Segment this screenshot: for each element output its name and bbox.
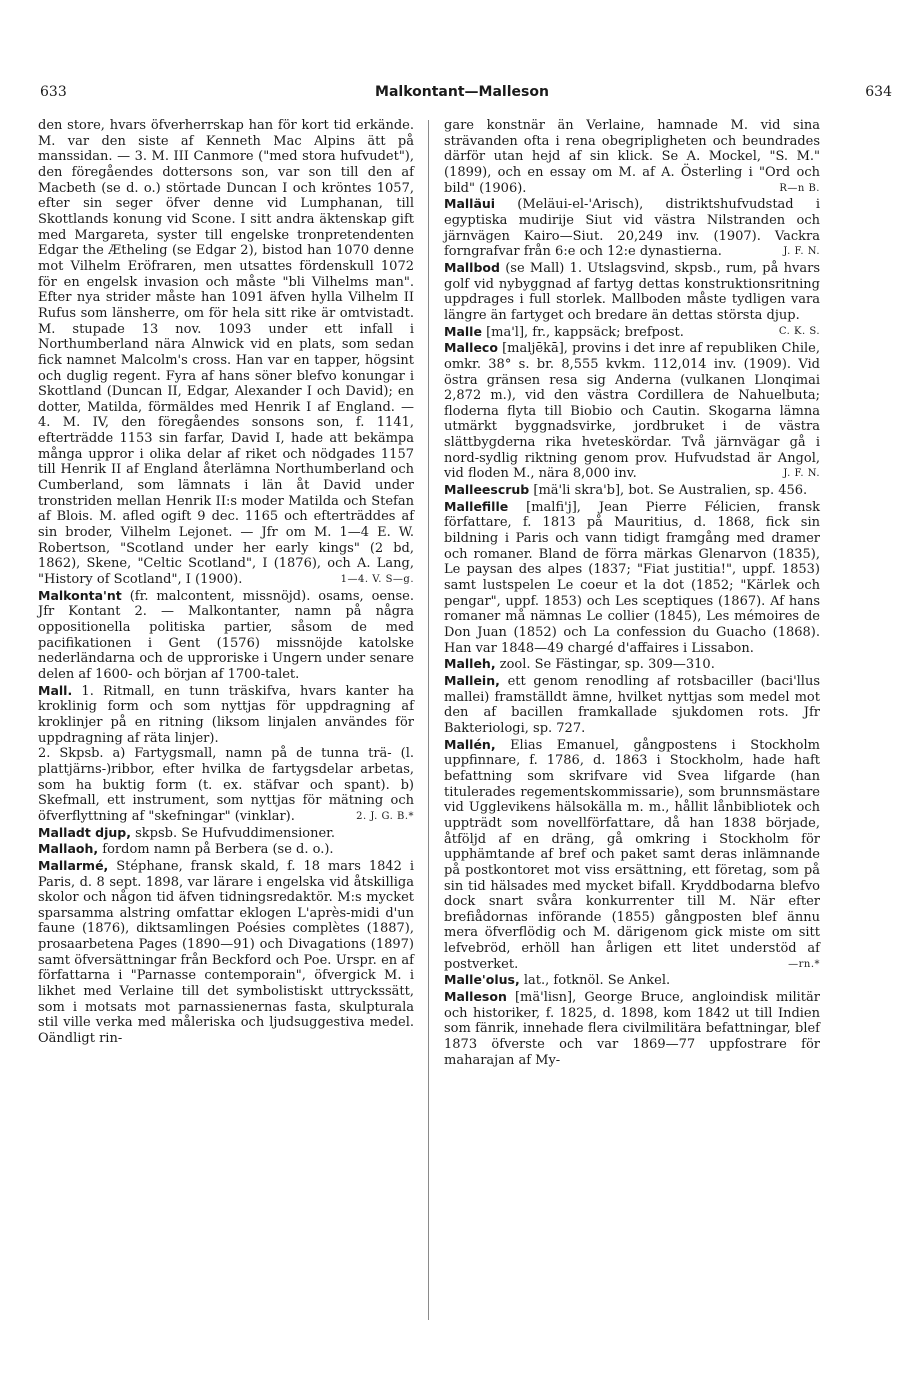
headword: Mall.	[38, 682, 73, 698]
entry-text: zool. Se Fästingar, sp. 309—310.	[499, 657, 715, 673]
entry-paragraph	[444, 673, 820, 737]
entry-text: gare konstnär än Verlaine, hamnade M. vid sina strävanden ofta i rena obegripligheten och beundrades därför utan hejd af sin klick. Se A. Mockel, "S. M." (1899), och en essay om M. af A. Österling i "Ord och bild" (1906).	[444, 118, 820, 196]
headword: Mallarmé,	[38, 857, 109, 873]
author-signature: 2. J. G. B.*	[356, 810, 414, 822]
entry-paragraph	[444, 324, 820, 341]
page-number-right: 634	[865, 84, 892, 100]
headword: Malläui	[444, 196, 496, 212]
entry-paragraph	[38, 841, 414, 858]
headword: Mallein,	[444, 672, 500, 688]
author-signature: R—n B.	[779, 182, 820, 194]
entry-paragraph	[444, 499, 820, 657]
entry-text: [malfi'j], Jean Pierre Félicien, fransk författare, f. 1813 på Mauritius, d. 1868, fick sin bildning i Paris och vann tidigt framgång med dramer och romaner. Bland de förra märkas Glenarvon (1835), Le paysan des alpes (1837; "Fiat justitia!", uppf. 1853) samt lustspelen Le coeur et la dot (1852; "Kärlek och pengar", uppf. 1853) och Les sceptiques (1867). Af hans romaner må nämnas Le collier (1845), Les mémoires de Don Juan (1852) och La confession du Guacho (1868). Han var 1848—49 chargé d'affaires i Lissabon.	[444, 499, 820, 656]
entry-paragraph	[38, 825, 414, 842]
headword: Mallbod	[444, 259, 500, 275]
entry-text: [mä'li skra'b], bot. Se Australien, sp. 456.	[533, 483, 808, 499]
headword: Malleson	[444, 989, 507, 1005]
entry-paragraph	[444, 118, 820, 196]
entry-paragraph	[38, 858, 414, 1047]
headword: Malladt djup,	[38, 824, 131, 840]
entry-paragraph	[444, 340, 820, 482]
author-signature: —rn.*	[788, 958, 820, 970]
right-column	[444, 118, 820, 1068]
author-signature: 1—4. V. S—g.	[340, 574, 414, 586]
entry-paragraph	[38, 683, 414, 747]
entry-paragraph	[444, 972, 820, 989]
column-divider	[428, 120, 429, 1320]
author-signature: J. F. N.	[783, 246, 820, 258]
page-header	[32, 84, 892, 106]
entry-paragraph	[38, 588, 414, 683]
entry-paragraph	[444, 482, 820, 499]
entry-text: (Meläui-el-'Arisch), distriktshufvudstad i egyptiska mudirije Siut vid västra Nilstranden och järnvägen Kairo—Siut. 20,249 inv. (1907). Vackra forngrafvar från 6:e och 12:e dynastierna.	[444, 197, 820, 260]
entry-text: [mä'lisn], George Bruce, angloindisk militär och historiker, f. 1825, d. 1898, kom 1842 ut till Indien som fänrik, innehade flera civilmilitära befattningar, blef 1873 öfverste och var 1869—77 uppfostrare för maharajan af My-	[444, 990, 820, 1068]
headword: Malkonta'nt	[38, 587, 122, 603]
entry-text: (se Mall) 1. Utslagsvind, skpsb., rum, på hvars golf vid nybyggnad af fartyg dettas konstruktionsritning uppdrages i full storlek. Mallboden måste tydligen vara längre än fartyget och bredare än dettas största djup.	[444, 260, 820, 323]
entry-text: fordom namn på Berbera (se d. o.).	[102, 842, 334, 858]
entry-text: 2. Skpsb. a) Fartygsmall, namn på de tunna trä- (l. plattjärns-)ribbor, efter hvilka de fartygsdelar arbetas, som ha buktig form (t. ex. stäfvar och spant). b) Skefmall, ett instrument, som nyttjas för mätning och öfverflyttning af "skefningar" (vinklar).	[38, 746, 414, 824]
entry-text: Stéphane, fransk skald, f. 18 mars 1842 i Paris, d. 8 sept. 1898, var lärare i engelska vid åtskilliga skolor och någon tid äfven tidningsredaktör. M:s mycket sparsamma alstring omfattar eklogen L'après-midi d'un faune (1876), diktsamlingen Poésies complètes (1887), prosaarbetena Pages (1890—91) och Divagations (1897) samt öfversättningar från Beckford och Poe. Urspr. en af författarna i "Parnasse contemporain", öfvergick M. i likhet med Verlaine till det symbolistiskt uttryckssätt, som i motsats mot parnassienernas fasta, skulpturala stil ville verka med måleriska och ljudsuggestiva medel. Oändligt rin-	[38, 858, 415, 1047]
entry-text: den store, hvars öfverherrskap han för kort tid erkände. M. var den siste af Kenneth Mac Alpins ätt på manssidan. — 3. M. III Canmore ("med stora hufvudet"), den föregåendes dottersons son, var son till den af Macbeth (se d. o.) störtade Duncan I och kröntes 1057, efter sin seger öfver denne vid Lumphanan, till Skottlands konung vid Scone. I sitt andra äktenskap gift med Margareta, syster till engelske tronpretendenten Edgar the Ætheling (se Edgar 2), bistod han 1070 denne mot Vilhelm Eröfraren, men utsattes fördenskull 1072 för en engelsk invasion och måste "bli Vilhelms man". Efter nya strider måste han 1091 äfven hylla Vilhelm II Rufus som länsherre, om för hela sitt rike är omtvistadt. M. stupade 13 nov. 1093 under ett infall i Northumberland nära Alnwick vid en plats, som sedan fick namnet Malcolm's cross. Han var en tapper, högsint och duglig regent. Fyra af hans söner blefvo konungar i Skottland (Duncan II, Edgar, Alexander I och David); en dotter, Matilda, förmäldes med Henrik I af England. — 4. M. IV, den föregåendes sonsons son, f. 1141, efterträdde 1153 sin farfar, David I, hade att bekämpa många uppror i olika delar af riket och nödgades 1157 till Henrik II af England återlämna Northumberland och Cumberland, som lämnats i län åt David under tronstriden mellan Henrik II:s moder Matilda och Stefan af Blois. M. afled ogift 9 dec. 1165 och efterträddes af sin broder, Vilhelm Lejonet. — Jfr om M. 1—4 E. W. Robertson, "Scotland under her early kings" (2 bd, 1862), Skene, "Celtic Scotland", I (1876), och A. Lang, "History of Scotland", I (1900).	[38, 118, 414, 588]
entry-paragraph	[444, 989, 820, 1068]
entry-text: lat., fotknöl. Se Ankel.	[523, 973, 671, 989]
author-signature: C. K. S.	[778, 325, 820, 337]
entry-paragraph	[38, 746, 414, 824]
author-signature: J. F. N.	[783, 468, 820, 480]
left-column	[38, 118, 414, 1047]
headword: Malleh,	[444, 656, 496, 672]
headword: Malle	[444, 323, 482, 339]
entry-text: [maljēkā], provins i det inre af republiken Chile, omkr. 38° s. br. 8,555 kvkm. 112,014 inv. (1909). Vid östra gränsen resa sig Anderna (vulkanen Llonqimai 2,872 m.), vid den västra Cordillera de Nahuelbuta; floderna flyta till Biobio och Cautin. Skogarna lämna utmärkt byggnadsvirke, jordbruket i de västra slättbygderna rika hveteskördar. Två järnvägar gå i nord-sydlig riktning genom prov. Hufvudstad är Angol, vid floden M., nära 8,000 inv.	[444, 341, 820, 482]
entry-paragraph	[38, 118, 414, 588]
entry-paragraph	[444, 737, 820, 973]
headword: Malleco	[444, 340, 498, 356]
entry-paragraph	[444, 656, 820, 673]
headword: Malleescrub	[444, 482, 530, 498]
page-number-left: 633	[40, 84, 67, 100]
headword: Mallefille	[444, 498, 509, 514]
headword: Malle'olus,	[444, 972, 520, 988]
entry-text: skpsb. Se Hufvuddimensioner.	[135, 825, 336, 841]
entry-text: [ma'l], fr., kappsäck; brefpost.	[486, 324, 684, 340]
entry-text: 1. Ritmall, en tunn träskifva, hvars kanter ha kroklinig form och som nyttjas för uppdragning af kroklinjer på en ritning (liksom linjalen användes för uppdragning af räta linjer).	[38, 683, 414, 746]
entry-paragraph	[444, 196, 820, 260]
entry-text: Elias Emanuel, gångpostens i Stockholm uppfinnare, f. 1786, d. 1863 i Stockholm, hade haft befattning som skrifvare vid Svea lifgarde (han titulerades regementskommissarie), som brunnsmästare vid Ugglevikens hälsokälla m. m., hållit lånbibliotek och uppträdt som novellförfattare, då han 1838 började, åtföljd af en dräng, gå omkring i Stockholm för upphämtande af bref och paket samt deras inlämnande på postkontoret mot viss ersättning, ett företag, som på sin tid hälsades med mycket bifall. Kryddbodarna blefvo dock snart svåra konkurrenter till M. När efter brefiådornas införande (1855) gångposten blef ännu mera öfverflödig och M. därigenom gick miste om sitt lefvebröd, erhöll han årligen ett litet understöd af postverket.	[444, 737, 820, 972]
headword: Mallaoh,	[38, 841, 99, 857]
entry-text: (fr. malcontent, missnöjd). osams, oense. Jfr Kontant 2. — Malkontanter, namn på några oppositionella politiska partier, såsom de med pacifikationen i Gent (1576) missnöjde katolske nederländarna och de upproriske i Ungern under senare delen af 1600- och början af 1700-talet.	[38, 588, 414, 682]
running-title: Malkontant—Malleson	[375, 84, 549, 100]
headword: Mallén,	[444, 736, 496, 752]
entry-text: ett genom renodling af rotsbaciller (baci'llus mallei) framställdt ämne, hvilket nyttjas som medel mot den af bacillen framkallade sjukdomen rots. Jfr Bakteriologi, sp. 727.	[444, 673, 820, 736]
